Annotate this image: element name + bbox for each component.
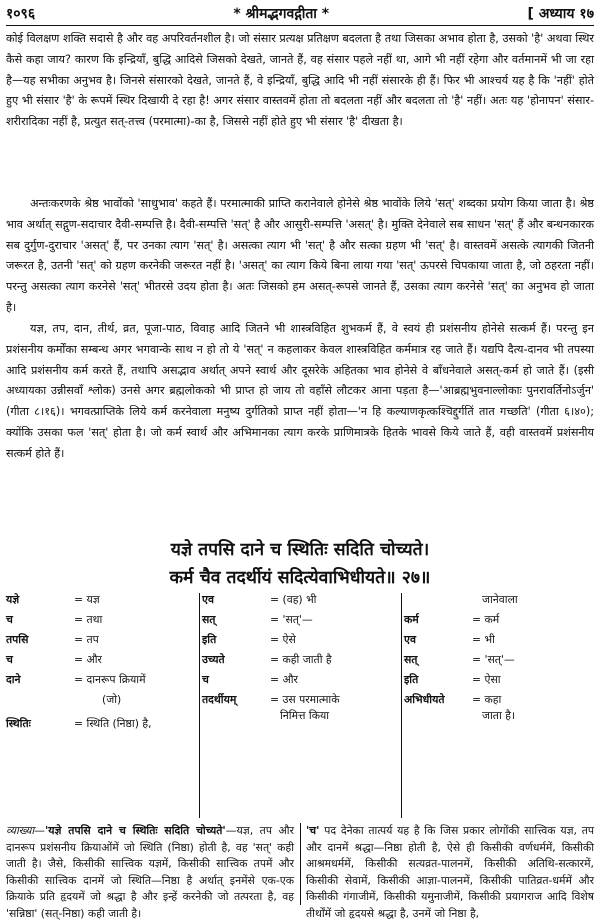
vyakhya-right-text: पद देनेका तात्पर्य यह है कि जिस प्रकार लोगोंकी सात्त्विक यज्ञ, तप और दानमें श्रद्धा—निष्ठा होती है, ऐसे ही किसीकी वर्णधर्ममें, किसीकी आश्रमधर्ममें, किसीकी सत्यव्रत-पालनमें, किसीकी अतिथि-सत्कारमें, किसीकी सेवामें, किसीकी आज्ञा-पालनमें, किसीकी पातिव्रत-धर्ममें और किसीकी गंगाजीमें, किसीकी यमुनाजीमें, किसीकी प्रयागराज आदि विशेष तीर्थोंमें जो हृदयसे श्रद्धा है, उनमें जो निष्ठा है, [306,824,594,920]
word: तदर्थीयम् [202,693,237,706]
word: च [6,653,13,666]
meaning: जाता है। [482,709,516,722]
meaning: जानेवाला [482,593,518,606]
paragraph-2: अन्तःकरणके श्रेष्ठ भावोंको 'साधुभाव' कहते हैं। परमात्माकी प्राप्ति करानेवाले होनेसे श्रेष्ठ भावोंके लिये 'सत्' शब्दका प्रयोग किया जाता है। श्रेष्ठ भाव अर्थात् सद्गुण-सदाचार दैवी-सम्पत्ति है। दैवी-सम्पत्ति 'सत्' है और आसुरी-सम्पत्ति 'असत्' है। मुक्ति देनेवाले सब साधन 'सत्' हैं और बन्धनकारक सब दुर्गुण-दुराचार 'असत्' हैं, पर उनका त्याग 'सत्' है। असत्का त्याग भी 'सत्' है और सत्का ग्रहण भी 'सत्' है। वास्तवमें असत्के त्यागकी जितनी जरूरत है, उतनी 'सत्' को ग्रहण करनेकी जरूरत नहीं है। 'असत्' का त्याग किये बिना लाया गया 'सत्' ऊपरसे चिपकाया जाता है, जो ठहरता नहीं। परन्तु असत्का त्याग करनेसे 'सत्' भीतरसे उदय होता है। अतः जिसको हम असत्-रूपसे जानते हैं, उसका त्याग करनेसे 'सत्' का अनुभव हो जाता है। [6,197,594,314]
meaning: = कर्म [472,613,500,626]
meaning: = उस परमात्माके [270,693,340,706]
meaning: = दानरूप क्रियामें [74,673,146,686]
meaning: = और [270,673,298,686]
word: स्थितिः [6,717,31,730]
vyakhya-right-lead: 'च' [306,824,320,837]
page-header [6,2,594,24]
meaning: = तप [74,633,99,646]
page-number: १०९६ [6,5,36,22]
meaning: = कहा [472,693,502,706]
word: इति [202,633,217,646]
column-separator [300,823,301,905]
chapter-label: [ अध्याय १७ [527,5,594,22]
verse-line-2: कर्म चैव तदर्थीयं सदित्येवाभिधीयते॥ २७॥ [169,568,431,588]
word: च [202,673,209,686]
word: इति [404,673,419,686]
paragraph-3: यज्ञ, तप, दान, तीर्थ, व्रत, पूजा-पाठ, विवाह आदि जितने भी शास्त्रविहित शुभकर्म हैं, वे स्वयं ही प्रशंसनीय होनेसे सत्कर्म हैं। परन्तु इन प्रशंसनीय कर्मोंका सम्बन्ध अगर भगवान्के साथ न हो तो ये 'सत्' न कहलाकर केवल शास्त्रविहित कर्ममात्र रह जाते हैं। यद्यपि दैत्य-दानव भी तपस्या आदि प्रशंसनीय कर्म करते हैं, तथापि असद्भाव अर्थात् अपने स्वार्थ और दूसरेके अहितका भाव होनेसे वे बाँधनेवाले असत्-कर्म हो जाते हैं। (इसी अध्यायका उन्नीसवाँ श्लोक) उनसे अगर ब्रह्मलोकको भी प्राप्त हो जाय तो वहाँसे लौटकर आना पड़ता है—'आब्रह्मभुवनाल्लोकाः पुनरावर्तिनोऽर्जुन' (गीता ८।१६)। भगवत्प्राप्तिके लिये कर्म करनेवाला मनुष्य दुर्गतिको प्राप्त नहीं होता—'न हि कल्याणकृत्कश्चिद्दुर्गतिं तात गच्छति' (गीता ६।४०); क्योंकि उसका फल 'सत्' होता है। जो कर्म स्वार्थ और अभिमानका त्याग करके प्राणिमात्रके हितके भावसे किये जाते हैं, वही वास्तवमें प्रशंसनीय सत्कर्म होते हैं। [6,322,594,460]
word-meaning-column-1 [6,593,196,818]
word-meaning-table [6,593,594,818]
book-title: * श्रीमद्भगवद्गीता * [233,5,330,22]
verse-block [6,536,594,592]
paragraph-1: कोई विलक्षण शक्ति सदासे है और वह अपरिवर्तनशील है। जो संसार प्रत्यक्ष प्रतिक्षण बदलता है तथा जिसका अभाव होता है, उसको 'है' अथवा स्थिर कैसे कहा जाय? कारण कि इन्द्रियाँ, बुद्धि आदिसे जिसको देखते, जानते हैं, वह संसार पहले नहीं था, आगे भी नहीं रहेगा और वर्तमानमें भी जा रहा है—यह सभीका अनुभव है। जिनसे संसारको देखते, जानते हैं, वे इन्द्रियाँ, बुद्धि आदि भी नहीं संसारके ही हैं। फिर भी आश्चर्य यह है कि 'नहीं' होते हुए भी संसार 'है' के रूपमें स्थिर दिखायी दे रहा है! अगर संसार वास्तवमें होता तो बदलता नहीं और बदलता तो 'है' नहीं। अतः यह 'होनापन' संसार-शरीरादिका नहीं है, प्रत्युत सत्-तत्त्व (परमात्मा)-का है, जिससे नहीं होते हुए भी संसार 'है' दीखता है। [6,32,595,129]
meaning: = भी [472,633,495,646]
word: तपसि [6,633,29,646]
meaning: = तथा [74,613,103,626]
word: एव [404,633,416,646]
word: कर्म [404,613,419,626]
word: च [6,613,13,626]
meaning: = ऐसा [472,673,501,686]
verse-line-1: यज्ञे तपसि दाने च स्थितिः सदिति चोच्यते। [170,540,430,560]
word: सत् [404,653,418,666]
meaning: (जो) [102,693,122,706]
word-meaning-column-2 [202,593,398,818]
vyakhya-left-text: —यज्ञ, तप और दानरूप प्रशंसनीय क्रियाओंमें जो स्थिति (निष्ठा) होती है, वह 'सत्' कही जाती है। जैसे, किसीकी सात्त्विक यज्ञमें, किसीकी सात्त्विक तपमें और किसीकी सात्त्विक दानमें जो स्थिति—निष्ठा है अर्थात् इनमेंसे एक-एक क्रियाके प्रति हृदयमें जो श्रद्धा है और इन्हें करनेकी जो तत्परता है, वह 'सन्निष्ठा' (सत्-निष्ठा) कही जाती है। [6,824,294,920]
column-divider [401,593,402,818]
word: एव [202,593,214,606]
meaning: = ऐसे [270,633,296,646]
meaning: = स्थिति (निष्ठा) है, [74,717,152,730]
meaning: = कही जाती है [270,653,332,666]
header-rule [6,25,594,26]
word: अभिधीयते [404,693,445,706]
meaning: = (वह) भी [270,593,317,606]
word: उच्यते [202,653,225,666]
vyakhya-right-column [306,823,594,922]
meaning: = यज्ञ [74,593,100,606]
meaning: = और [74,653,102,666]
vyakhya-label: व्याख्या— [6,824,45,837]
word: सत् [202,613,216,626]
meaning: = 'सत्'— [270,613,313,626]
meaning: = 'सत्'— [472,653,515,666]
word: यज्ञे [6,593,20,606]
meaning: निमित्त किया [280,709,330,722]
word-meaning-column-3 [404,593,594,818]
word: दाने [6,673,21,686]
vyakhya-left-column [6,823,294,922]
vyakhya-quote: 'यज्ञे तपसि दाने च स्थितिः सदिति चोच्यते' [44,824,226,837]
column-divider [199,593,200,818]
